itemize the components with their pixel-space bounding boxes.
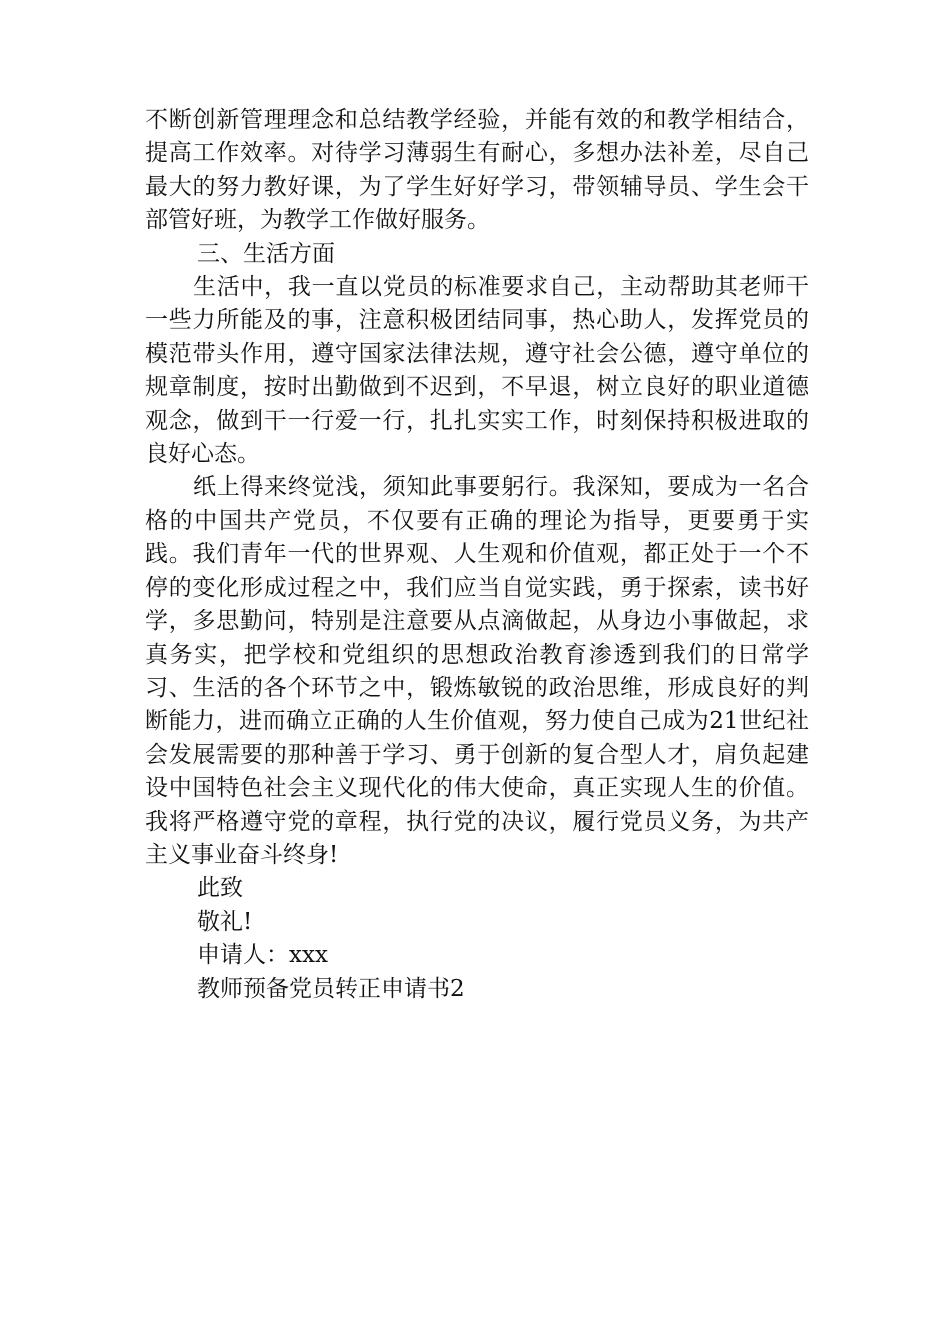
closing-cizhi: 此致 — [197, 875, 243, 902]
paragraph-life: 生活中，我一直以党员的标准要求自己，主动帮助其老师干一些力所能及的事，注意积极团结同事，热心助人，发挥党员的模范带头作用，遵守国家法律法规，遵守社会公德，遵守单位的规章制度，按时出勤做到不迟到，不早退，树立良好的职业道德观念，做到干一行爱一行，扎扎实实工作，时刻保持积极进取的良好心态。 — [145, 274, 809, 468]
closing-jingli: 敬礼! — [197, 908, 253, 935]
section-heading-life: 三、生活方面 — [197, 240, 335, 267]
document-page — [145, 104, 809, 1006]
next-document-title: 教师预备党员转正申请书2 — [197, 975, 465, 1002]
paragraph-practice: 纸上得来终觉浅，须知此事要躬行。我深知，要成为一名合格的中国共产党员，不仅要有正确的理论为指导，更要勇于实践。我们青年一代的世界观、人生观和价值观，都正处于一个不停的变化形成过程之中，我们应当自觉实践，勇于探索，读书好学，多思勤问，特别是注意要从点滴做起，从身边小事做起，求真务实，把学校和党组织的思想政治教育渗透到我们的日常学习、生活的各个环节之中，锻炼敏锐的政治思维，形成良好的判断能力，进而确立正确的人生价值观，努力使自己成为21世纪社会发展需要的那种善于学习、勇于创新的复合型人才，肩负起建设中国特色社会主义现代化的伟大使命，真正实现人生的价值。我将严格遵守党的章程，执行党的决议，履行党员义务，为共产主义事业奋斗终身! — [145, 474, 809, 868]
applicant-line: 申请人：xxx — [197, 942, 328, 969]
paragraph-continuation: 不断创新管理理念和总结教学经验，并能有效的和教学相结合，提高工作效率。对待学习薄弱生有耐心，多想办法补差，尽自己最大的努力教好课，为了学生好好学习，带领辅导员、学生会干部管好班，为教学工作做好服务。 — [145, 107, 809, 234]
